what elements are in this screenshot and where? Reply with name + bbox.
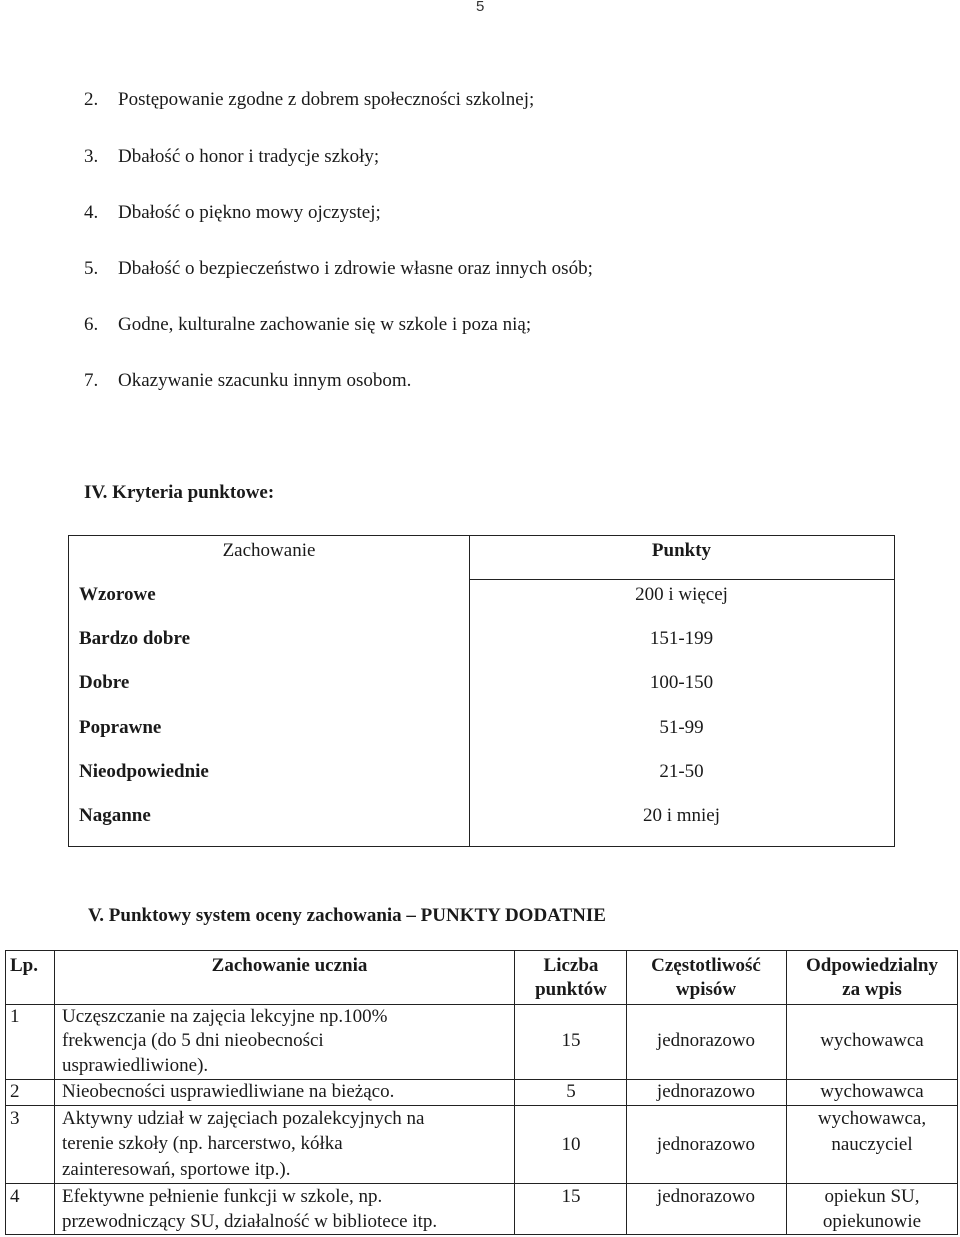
points-range: 21-50 (659, 761, 704, 782)
list-item (84, 202, 381, 224)
row-number: 3 (10, 1108, 20, 1129)
row-responsible: opiekunowie (822, 1211, 922, 1232)
list-text: Godne, kulturalne zachowanie się w szkole i poza nią; (118, 314, 532, 335)
row-description: frekwencja (do 5 dni nieobecności (62, 1030, 324, 1051)
points-range: 100-150 (649, 672, 714, 693)
list-item (84, 89, 534, 111)
header-responsible: Odpowiedzialny (806, 955, 938, 976)
row-frequency: jednorazowo (656, 1081, 756, 1102)
section-v-title: V. Punktowy system oceny zachowania – PUNKTY DODATNIE (88, 905, 606, 926)
header-responsible: za wpis (842, 979, 902, 1000)
header-frequency: Częstotliwość (651, 955, 761, 976)
row-number: 2 (10, 1081, 20, 1102)
points-range: 20 i mniej (642, 805, 721, 826)
grade-label: Dobre (79, 672, 130, 693)
row-responsible: nauczyciel (831, 1134, 913, 1155)
row-responsible: wychowawca, (817, 1108, 927, 1129)
grade-label: Naganne (79, 805, 151, 826)
header-lp: Lp. (10, 955, 38, 976)
row-description: Aktywny udział w zajęciach pozalekcyjnych na (62, 1108, 425, 1129)
row-description: Uczęszczanie na zajęcia lekcyjne np.100% (62, 1006, 388, 1027)
list-number: 2. (84, 89, 99, 110)
list-number: 3. (84, 146, 99, 167)
header-frequency: wpisów (675, 979, 737, 1000)
list-text: Okazywanie szacunku innym osobom. (118, 370, 412, 391)
row-responsible: wychowawca (820, 1030, 924, 1051)
table-divider (54, 951, 55, 1234)
points-range: 200 i więcej (635, 584, 728, 605)
row-points: 15 (561, 1186, 581, 1207)
header-behavior: Zachowanie (222, 540, 316, 561)
grade-label: Nieodpowiednie (79, 761, 209, 782)
row-points: 5 (566, 1081, 576, 1102)
row-points: 10 (561, 1134, 581, 1155)
positive-points-table (5, 950, 958, 1235)
row-frequency: jednorazowo (656, 1030, 756, 1051)
row-responsible: opiekun SU, (824, 1186, 920, 1207)
list-text: Dbałość o honor i tradycje szkoły; (118, 146, 380, 167)
header-points: Liczba (543, 955, 599, 976)
list-number: 5. (84, 258, 99, 279)
criteria-table (68, 535, 895, 847)
row-description: usprawiedliwione). (62, 1055, 209, 1076)
row-description: terenie szkoły (np. harcerstwo, kółka (62, 1133, 343, 1154)
row-frequency: jednorazowo (656, 1134, 756, 1155)
list-number: 6. (84, 314, 99, 335)
list-item (84, 314, 531, 336)
list-item (84, 370, 411, 392)
grade-label: Bardzo dobre (79, 628, 191, 649)
row-description: przewodniczący SU, działalność w bibliotece itp. (62, 1211, 438, 1232)
list-item (84, 258, 593, 280)
page-number: 5 (476, 0, 485, 15)
table-divider (469, 579, 894, 580)
section-iv-title: IV. Kryteria punktowe: (84, 482, 275, 503)
list-text: Postępowanie zgodne z dobrem społeczności szkolnej; (118, 89, 535, 110)
list-number: 7. (84, 370, 99, 391)
row-number: 1 (10, 1006, 20, 1027)
row-frequency: jednorazowo (656, 1186, 756, 1207)
row-description: Nieobecności usprawiedliwiane na bieżąco. (62, 1081, 395, 1102)
row-responsible: wychowawca (820, 1081, 924, 1102)
list-text: Dbałość o piękno mowy ojczystej; (118, 202, 381, 223)
header-behavior: Zachowanie ucznia (211, 955, 368, 976)
grade-label: Wzorowe (79, 584, 156, 605)
points-range: 151-199 (649, 628, 714, 649)
header-points: Punkty (651, 540, 712, 561)
row-points: 15 (561, 1030, 581, 1051)
row-description: zainteresowań, sportowe itp.). (62, 1159, 291, 1180)
list-item (84, 146, 379, 168)
row-number: 4 (10, 1186, 20, 1207)
header-points: punktów (535, 979, 607, 1000)
points-range: 51-99 (659, 717, 704, 738)
list-text: Dbałość o bezpieczeństwo i zdrowie własne oraz innych osób; (118, 258, 593, 279)
list-number: 4. (84, 202, 99, 223)
grade-label: Poprawne (79, 717, 162, 738)
row-description: Efektywne pełnienie funkcji w szkole, np. (62, 1186, 383, 1207)
